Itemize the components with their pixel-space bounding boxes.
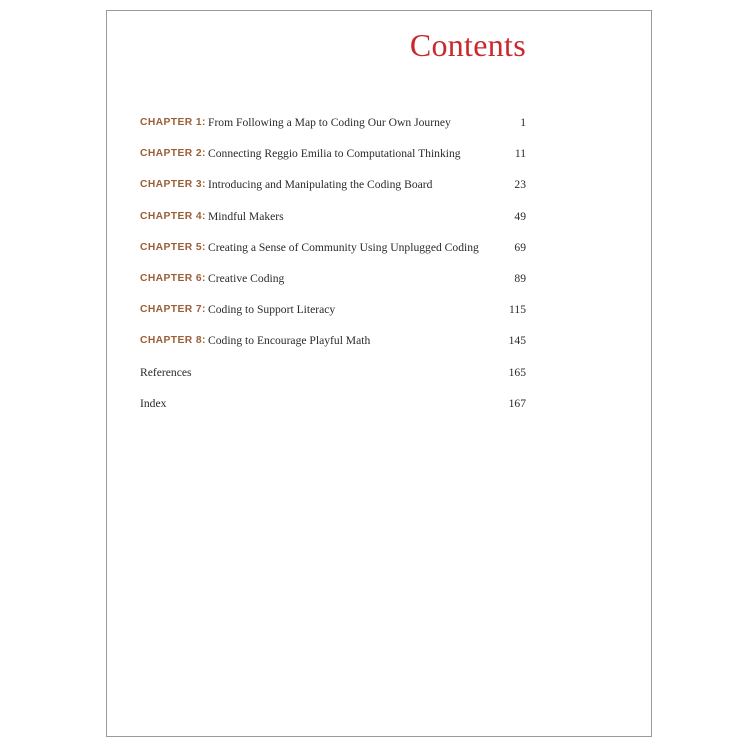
chapter-title: Connecting Reggio Emilia to Computational Thinking: [208, 147, 461, 161]
chapter-label: CHAPTER 8:: [140, 335, 206, 347]
chapter-label: CHAPTER 7:: [140, 304, 206, 316]
toc-entry-chapter-4[interactable]: [140, 210, 526, 241]
table-of-contents: [140, 116, 526, 428]
back-matter-title: References: [140, 365, 192, 379]
page-title: Contents: [409, 27, 526, 63]
chapter-label: CHAPTER 6:: [140, 272, 206, 284]
toc-entry-chapter-2[interactable]: [140, 147, 526, 178]
book-page: [106, 10, 652, 737]
chapter-label: CHAPTER 1:: [140, 117, 206, 128]
chapter-label: CHAPTER 5:: [140, 241, 206, 253]
toc-entry-chapter-6[interactable]: [140, 272, 526, 303]
page-number: 145: [508, 334, 526, 348]
chapter-title: From Following a Map to Coding Our Own Journey: [208, 116, 451, 129]
chapter-label: CHAPTER 3:: [140, 179, 206, 191]
page-number: 89: [514, 271, 526, 285]
chapter-title: Mindful Makers: [208, 209, 284, 223]
toc-entry-chapter-8[interactable]: [140, 334, 526, 365]
back-matter-title: Index: [140, 396, 167, 410]
toc-entry-chapter-3[interactable]: [140, 178, 526, 209]
chapter-title: Creating a Sense of Community Using Unplugged Coding: [208, 240, 479, 254]
page-number: 1: [520, 116, 526, 129]
chapter-title: Introducing and Manipulating the Coding Board: [208, 178, 433, 192]
toc-entry-chapter-1[interactable]: [140, 116, 526, 147]
page-number: 23: [514, 178, 526, 192]
page-number: 69: [514, 240, 526, 254]
page-number: 115: [509, 303, 526, 317]
toc-entry-chapter-7[interactable]: [140, 303, 526, 334]
toc-entry-index[interactable]: [140, 397, 526, 428]
page-number: 167: [508, 396, 526, 410]
page-number: 49: [514, 209, 526, 223]
chapter-title: Coding to Support Literacy: [208, 303, 336, 317]
chapter-title: Creative Coding: [208, 271, 285, 285]
chapter-label: CHAPTER 4:: [140, 210, 206, 222]
chapter-title: Coding to Encourage Playful Math: [208, 334, 371, 348]
toc-entry-chapter-5[interactable]: [140, 241, 526, 272]
page-number: 11: [514, 147, 526, 161]
chapter-label: CHAPTER 2:: [140, 148, 206, 160]
page-number: 165: [508, 365, 526, 379]
toc-entry-references[interactable]: [140, 366, 526, 397]
